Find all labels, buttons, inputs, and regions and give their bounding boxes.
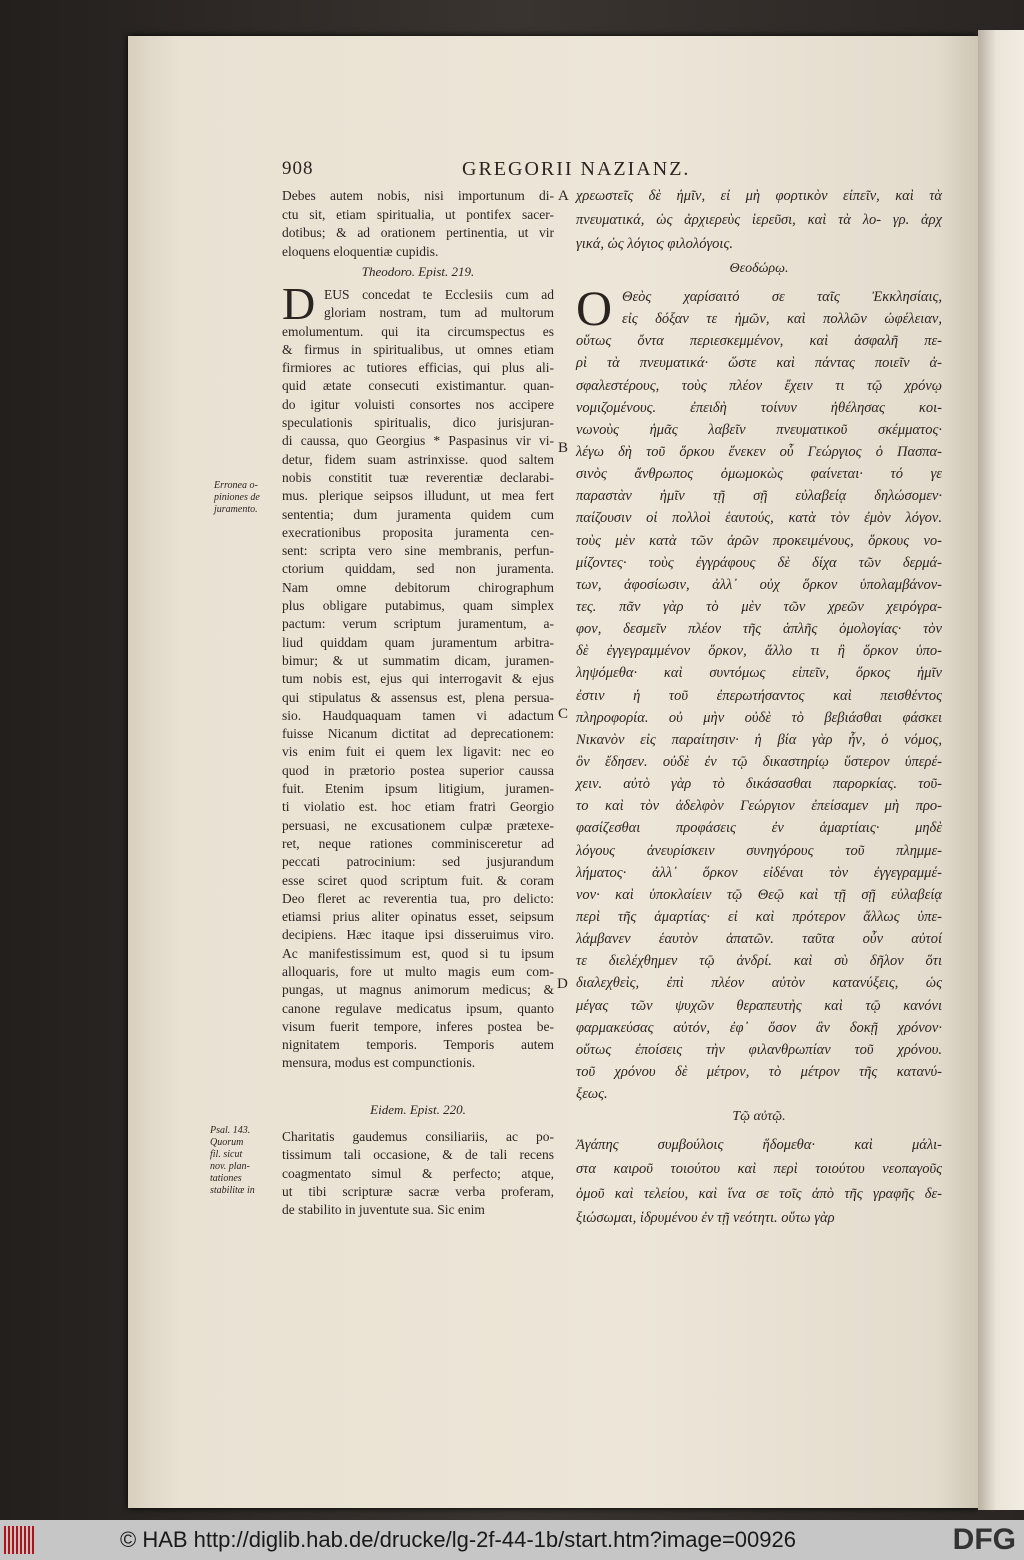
- text-line: firmiores ac tutiores efficias, qui plus ali-: [282, 360, 554, 376]
- text-line: ut tibi scripturæ sacræ verba proferam,: [282, 1183, 554, 1199]
- copyright-link[interactable]: © HAB http://diglib.hab.de/drucke/lg-2f-44-1b/start.htm?image=00926: [120, 1527, 796, 1552]
- dfg-logo: DFG: [952, 1523, 1016, 1556]
- text-line: detur, fidem suam astrinxisse. quod saltem: [282, 451, 554, 467]
- text-line: EUS concedat te Ecclesiis cum ad: [324, 287, 554, 302]
- text-line: πνευματικά, ὡς ἀρχιερεὺς ἱερεῦσι, καὶ τὰ λο- γρ. ἀρχ: [576, 212, 942, 228]
- greek-body: [576, 280, 942, 1105]
- text-line: το καὶ τὸν ἀδελφὸν Γεώργιον ἐπείσαμεν μὴ προ-: [576, 798, 942, 815]
- text-line: pactum: verum scriptum juramentum, a-: [282, 616, 554, 632]
- text-line: Ac manifestissimum est, quod si tu ipsum: [282, 945, 554, 961]
- text-line: λάμβανεν ἑαυτὸν ἀπατῶν. ταῦτα οὖν αὐτοί: [576, 931, 942, 948]
- text-line: ξεως.: [576, 1086, 608, 1103]
- text-line: παραστὰν ἡμῖν τῇ σῇ εὐλαβείᾳ δηλώσομεν·: [576, 488, 942, 505]
- text-line: λόγους ἀνευρίσκειν συνηγόρους τοῦ πλημμε-: [576, 842, 942, 859]
- text-line: φαρμακεύσας αὐτόν, ἐφ᾽ ὅσον ἂν δοκῇ χρόνον·: [576, 1019, 942, 1036]
- text-line: τοῦ χρόνου δὲ μέτρον, τὸ μέτρον τῆς κατανύ-: [576, 1063, 942, 1080]
- latin-heading-1: Theodoro. Epist. 219.: [361, 264, 475, 279]
- text-line: quid ætate consecuti existimantur. quan-: [282, 378, 554, 394]
- text-line: διαλεχθεὶς, ἐπὶ πλέον αὐτὸν κατανύξεις, ὡς: [576, 975, 942, 992]
- adjacent-page-edge: [978, 30, 1024, 1510]
- text-line: ὃν ἔδησεν. οὐδὲ ἐν τῷ δικαστηρίῳ ὕστερον ὑπερέ-: [576, 753, 942, 770]
- text-line: νον· καὶ ὑποκλαίειν τῷ Θεῷ καὶ τῇ σῇ εὐλαβείᾳ: [576, 886, 942, 903]
- text-line: τοὺς μὲν κατὰ τῶν ἀρῶν προκειμένους, ὅρκους νο-: [576, 532, 942, 549]
- text-line: qui stipulatus & assensus est, plena persua-: [282, 689, 554, 705]
- text-line: μέγας τῶν ψυχῶν θεραπευτὴς καὶ τῷ κανόνι: [576, 997, 942, 1014]
- section-mark-a: A: [558, 188, 569, 204]
- section-mark-c: C: [558, 706, 569, 722]
- margin-note-psalm: [210, 1125, 255, 1197]
- text-line: Erronea o-: [214, 480, 258, 491]
- greek-body-2: [576, 1133, 942, 1230]
- text-line: ξιώσωμαι, ἱδρυμένου ἐν τῇ νεότητι. οὕτω γὰρ: [576, 1209, 835, 1226]
- text-line: στα καιροῦ τοιούτου καὶ περὶ τοιούτου νεοπαγοῦς: [576, 1161, 942, 1178]
- text-line: Θεὸς χαρίσαιτό σε ταῖς Ἐκκλησίαις,: [622, 289, 942, 305]
- text-line: do igitur voluisti consortes nos accipere: [282, 396, 554, 412]
- text-line: Deo fleret ac reverentia tua, pro delicto:: [282, 890, 554, 906]
- greek-drop-cap: Ο: [576, 280, 613, 336]
- margin-note-juramento: [214, 480, 260, 516]
- text-line: ctu sit, etiam spiritualia, ut pontifex sacer-: [282, 206, 554, 222]
- text-line: speculationis spiritualis, dico jurisjuran-: [282, 415, 554, 431]
- latin-heading-2: Eidem. Epist. 220.: [370, 1102, 466, 1117]
- text-line: esse sciret quod scriptum fuit. & coram: [282, 872, 554, 888]
- text-line: alloquaris, fore ut multo magis eum com-: [282, 963, 554, 979]
- text-line: canone regulave medicatus ipsum, quanto: [282, 1000, 554, 1016]
- text-line: χειν. αὐτὸ γὰρ τὸ δικάσασθαι παρορκίας. τοῦ-: [576, 776, 942, 793]
- latin-body-2: [282, 1128, 554, 1219]
- text-line: Ἀγάπης συμβούλοις ἥδομεθα· καὶ μάλι-: [576, 1137, 942, 1153]
- text-line: σινὸς ἄνθρωπος ὀμωμοκὼς φαίνεται· τό γε: [576, 466, 942, 483]
- text-line: ret, neque rationes comminisceretur ad: [282, 835, 554, 851]
- text-line: stabilitæ in: [210, 1185, 255, 1196]
- text-line: σφαλεστέρους, τοὺς πλέον ἔχειν τι τῷ χρόνῳ: [576, 377, 942, 394]
- text-line: emolumentum. qui ita circumspectus es: [282, 323, 554, 339]
- text-line: περὶ τῆς ἁμαρτίας· εἰ καὶ πρότερον ἄλλως ὑπε-: [576, 908, 942, 925]
- text-line: Nam omne debitorum chirographum: [282, 579, 554, 595]
- text-line: tationes: [210, 1173, 242, 1184]
- greek-heading-2: Τῷ αὐτῷ.: [732, 1109, 786, 1124]
- text-line: Debes autem nobis, nisi importunum di-: [282, 188, 554, 203]
- text-line: Νικανὸν εἰς παραίτησιν· ἡ βία γὰρ ἦν, ὁ νόμος,: [576, 731, 942, 748]
- text-line: gloriam nostram, tum ad multorum: [324, 305, 554, 321]
- text-line: φασίζεσθαι προφάσεις ἐν ἁμαρτίαις· μηδὲ: [576, 820, 942, 837]
- text-line: pungas, ut magnus animorum medicus; &: [282, 982, 554, 998]
- hab-logo-icon: [4, 1526, 34, 1554]
- text-line: οὕτως ἐποίσεις τὴν φιλανθρωπίαν τοῦ χρόνου.: [576, 1041, 942, 1058]
- text-line: μίζοντες· τοὺς ἐγγράφους δὲ δίχα τῶν δερμά-: [576, 554, 942, 571]
- text-line: execrationibus proposita juramenta cen-: [282, 524, 554, 540]
- latin-drop-cap: D: [282, 278, 316, 329]
- text-line: γικά, ὡς λόγιος φιλολόγοις.: [576, 236, 733, 252]
- text-line: visum fuerit tempore, inferes postea be-: [282, 1018, 554, 1034]
- section-mark-b: B: [558, 440, 569, 456]
- text-line: ctorium quiddam, sed non juramenta.: [282, 561, 554, 577]
- text-line: vis enim fuit ei quem lex ligavit: nec eo: [282, 744, 554, 760]
- running-title: GREGORII NAZIANZ.: [462, 158, 691, 180]
- text-line: plus obligare putabimus, quam simplex: [282, 598, 554, 614]
- text-line: sio. Haudquaquam tamen vi adactum: [282, 707, 554, 723]
- text-line: mus. plerique seipsos illudunt, ut mea fert: [282, 488, 554, 504]
- text-line: ὁμοῦ καὶ τελείου, καὶ ἵνα σε τοῖς ἀπὸ τῆς γραφῆς δε-: [576, 1185, 942, 1202]
- text-line: de stabilito in juventute sua. Sic enim: [282, 1202, 485, 1218]
- latin-body: [282, 278, 554, 1073]
- text-line: tissimum tali occasione, & de tali recens: [282, 1147, 554, 1163]
- text-line: nov. plan-: [210, 1161, 250, 1172]
- text-line: τε διελέχθημεν τῷ ἀνδρί. καὶ σὺ δῆλον ὅτι: [576, 953, 942, 970]
- text-line: fuit. Etenim ipsum litigium, juramen-: [282, 781, 554, 797]
- greek-intro: [576, 184, 942, 256]
- text-line: quod in prætorio postea superior caussa: [282, 762, 554, 778]
- text-line: πληροφορία. οὐ μὴν οὐδὲ τὸ βεβιάσθαι φάσκει: [576, 709, 942, 726]
- text-line: eloquens eloquentiæ cupidis.: [282, 243, 439, 259]
- text-line: ληψόμεθα· καὶ συντόμως εἰπεῖν, ὅρκος ἡμῖν: [576, 665, 942, 682]
- text-line: tum nobis est, ejus qui interrogavit & ejus: [282, 671, 554, 687]
- text-line: Psal. 143.: [210, 1125, 251, 1136]
- text-line: decipiens. Hæc itaque ipsi disseruimus viro.: [282, 927, 554, 943]
- text-line: nignitatem temporis. Temporis autem: [282, 1037, 554, 1053]
- text-line: piniones de: [214, 492, 260, 503]
- section-mark-d: D: [557, 976, 568, 992]
- text-line: νομιζομένους. ἐπειδὴ τοίνυν ἠθέλησας κοι-: [576, 399, 942, 416]
- text-line: di caussa, quo Georgius * Paspasinus vir vi-: [282, 433, 554, 449]
- text-line: liud quiddam quam juramentum arbitra-: [282, 634, 554, 650]
- text-line: ἐστιν ἡ τοῦ ἐπερωτήσαντος καὶ πεισθέντος: [576, 687, 942, 704]
- text-line: παίζουσιν οἱ πολλοὶ ἑαυτούς, κατὰ τὸν ἐμὸν λόγον.: [576, 510, 942, 527]
- text-line: & firmus in spiritualibus, ut omnes etiam: [282, 341, 554, 357]
- text-line: χρεωστεῖς δὲ ἡμῖν, εἰ μὴ φορτικὸν εἰπεῖν, καὶ τὰ: [576, 188, 942, 204]
- greek-heading-1: Θεοδώρῳ.: [729, 261, 789, 276]
- text-line: mensura, modus est compunctionis.: [282, 1055, 476, 1071]
- text-line: sent: scripta vero sine membranis, perfun-: [282, 543, 554, 559]
- text-line: οὕτως ὄντα περιεσκεμμένον, καὶ ἀσφαλῆ πε-: [576, 333, 942, 350]
- text-line: fuisse Nicanum dictitat ad deprecationem:: [282, 726, 554, 742]
- text-line: bimur; & ut summatim dicam, juramen-: [282, 652, 554, 668]
- text-line: ρὶ τὰ πνευματικά· ὥστε καὶ πάντας ποιεῖν ἀ-: [576, 355, 942, 372]
- text-line: νωνοὺς ἡμᾶς λαβεῖν πνευματικοῦ σκέμματος·: [576, 421, 942, 438]
- text-line: dotibus; & ad orationem pertinentia, ut vir: [282, 225, 554, 240]
- text-line: τες. πᾶν γὰρ τὸ μὲν τῶν χρεῶν χειρόγρα-: [576, 598, 942, 615]
- text-line: ti violatio est. hoc etiam fratri Georgio: [282, 799, 554, 815]
- text-line: των, ἀφοσίωσιν, ἀλλ᾽ οὐχ ὅρκον ὑπολαμβάνον-: [576, 576, 942, 593]
- text-line: juramento.: [214, 504, 258, 515]
- footer-bar: [0, 1520, 1024, 1560]
- text-line: etiamsi prius aliter opinatus esset, seipsum: [282, 909, 554, 925]
- text-line: λήματος· ἀλλ᾽ ὅρκον εἰδέναι τὸν ἐγγεγραμμέ-: [576, 864, 942, 881]
- text-line: εἰς δόξαν τε ἡμῶν, καὶ πολλῶν ὠφέλειαν,: [622, 311, 942, 328]
- text-line: λέγω δὴ τοῦ ὅρκου ἕνεκεν οὗ Γεώργιος ὁ Πασπα-: [576, 443, 942, 460]
- text-line: coagmentato simul & perfecto; atque,: [282, 1165, 554, 1181]
- text-line: δὲ ἐγγεγραμμένον ὅρκον, ἄλλο τι ἢ ὅρκον ὑπο-: [576, 643, 942, 660]
- text-line: sententia; dum juramenta quidem cum: [282, 506, 554, 522]
- text-line: φον, δεσμεῖν πλέον τῆς ἁπλῆς ὁμολογίας· τὸν: [576, 621, 942, 638]
- text-line: peccati patrocinium: sed jusjurandum: [282, 854, 554, 870]
- page-number: 908: [282, 158, 314, 179]
- latin-intro: [282, 187, 554, 261]
- text-line: nobis constitit tuæ reverentiæ declarabi-: [282, 469, 554, 485]
- text-line: fil. sicut: [210, 1149, 243, 1160]
- text-line: Quorum: [210, 1137, 244, 1148]
- text-line: Charitatis gaudemus consiliariis, ac po-: [282, 1129, 554, 1144]
- text-line: persuasi, ne excusationem culpæ prætexe-: [282, 817, 554, 833]
